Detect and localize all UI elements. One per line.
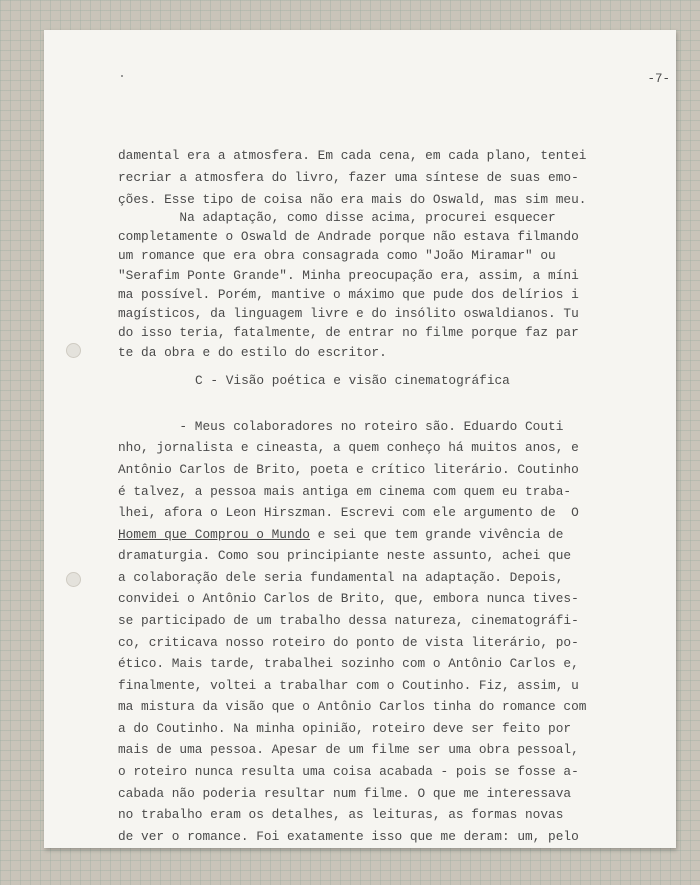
text-line: damental era a atmosfera. Em cada cena, em cada plano, tentei <box>118 148 587 163</box>
text-line-film-title <box>118 527 563 542</box>
text-line: - Meus colaboradores no roteiro são. Eduardo Couti <box>118 419 564 434</box>
text-line: a colaboração dele seria fundamental na adaptação. Depois, <box>118 570 564 585</box>
text-line: é talvez, a pessoa mais antiga em cinema com quem eu traba- <box>118 484 572 499</box>
text-line: lhei, afora o Leon Hirszman. Escrevi com ele argumento de O <box>118 505 579 520</box>
text-line: um romance que era obra consagrada como "João Miramar" ou <box>118 248 556 263</box>
text-line: convidei o Antônio Carlos de Brito, que, embora nunca tives- <box>118 591 579 606</box>
text-line: nho, jornalista e cineasta, a quem conheço há muitos anos, e <box>118 440 579 455</box>
binder-hole-top <box>66 343 81 358</box>
text-line: ções. Esse tipo de coisa não era mais do Oswald, mas sim meu. <box>118 192 587 207</box>
text-line: completamente o Oswald de Andrade porque não estava filmando <box>118 229 579 244</box>
text-line: de ver o romance. Foi exatamente isso que me deram: um, pelo <box>118 829 579 844</box>
text-line: co, criticava nosso roteiro do ponto de vista literário, po- <box>118 635 579 650</box>
film-title: Homem que Comprou o Mundo <box>118 527 310 542</box>
text-line: finalmente, voltei a trabalhar com o Coutinho. Fiz, assim, u <box>118 678 579 693</box>
text-line: no trabalho eram os detalhes, as leituras, as formas novas <box>118 807 564 822</box>
text-line: Na adaptação, como disse acima, procurei esquecer <box>118 210 556 225</box>
text-line: ético. Mais tarde, trabalhei sozinho com o Antônio Carlos e, <box>118 656 579 671</box>
text-line: dramaturgia. Como sou principiante neste assunto, achei que <box>118 548 572 563</box>
text-line: ma mistura da visão que o Antônio Carlos tinha do romance com <box>118 699 587 714</box>
text-line: se participado de um trabalho dessa natureza, cinematográfi- <box>118 613 579 628</box>
text-line: magísticos, da linguagem livre e do insólito oswaldianos. Tu <box>118 306 579 321</box>
text-line: do isso teria, fatalmente, de entrar no filme porque faz par <box>118 325 579 340</box>
text-line: a do Coutinho. Na minha opinião, roteiro deve ser feito por <box>118 721 572 736</box>
section-heading: C - Visão poética e visão cinematográfica <box>195 373 510 388</box>
page-number: -7- <box>647 72 670 86</box>
text-line: o roteiro nunca resulta uma coisa acabada - pois se fosse a- <box>118 764 579 779</box>
text-line: ma possível. Porém, mantive o máximo que pude dos delírios i <box>118 287 579 302</box>
text-line: Antônio Carlos de Brito, poeta e crítico literário. Coutinho <box>118 462 579 477</box>
text-line: mais de uma pessoa. Apesar de um filme ser uma obra pessoal, <box>118 742 579 757</box>
text-line: recriar a atmosfera do livro, fazer uma síntese de suas emo- <box>118 170 579 185</box>
title-line-rest: e sei que tem grande vivência de <box>310 527 564 542</box>
text-line: te da obra e do estilo do escritor. <box>118 345 387 360</box>
paper-speck <box>121 75 123 77</box>
text-line: cabada não poderia resultar num filme. O que me interessava <box>118 786 572 801</box>
binder-hole-bottom <box>66 572 81 587</box>
text-line: "Serafim Ponte Grande". Minha preocupação era, assim, a míni <box>118 268 579 283</box>
